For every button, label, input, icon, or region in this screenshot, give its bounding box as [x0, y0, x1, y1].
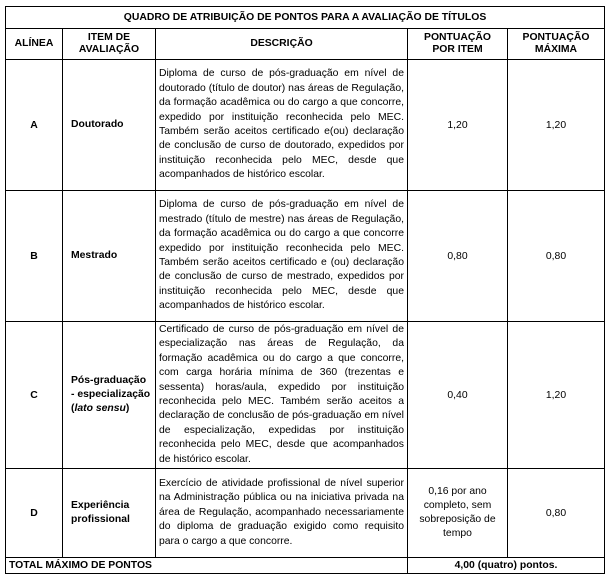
max-points-cell: 0,80	[508, 191, 605, 322]
titles-scoring-table	[5, 6, 605, 574]
header-pontuacao-item: PONTUAÇÃO POR ITEM	[408, 29, 508, 60]
total-value: 4,00 (quatro) pontos.	[408, 558, 605, 574]
description-cell: Certificado de curso de pós-graduação em nível de especialização nas áreas de Regulação, da formação acadêmica ou do cargo a que concorre, com carga horária mínima de 360 (trezentas e sessenta) horas/aula, expedido por instituição reconhecida pelo MEC. Também serão aceitos a declaração de conclusão de pós-graduação em nível de especialização, expedidas por instituição reconhecida pelo MEC, desde que acompanhados de histórico escolar.	[156, 322, 408, 469]
item-cell: Doutorado	[63, 60, 156, 191]
table-row	[6, 60, 605, 191]
table-row	[6, 469, 605, 558]
table-row	[6, 191, 605, 322]
item-cell: Mestrado	[63, 191, 156, 322]
points-per-item-cell: 0,40	[408, 322, 508, 469]
points-per-item-cell: 0,16 por ano completo, sem sobreposição de tempo	[408, 469, 508, 558]
table-title-row	[6, 7, 605, 29]
description-cell: Diploma de curso de pós-graduação em nível de doutorado (título de doutor) nas áreas de Regulação, da formação acadêmica ou do cargo a que concorre, expedido por instituição reconhecida pelo MEC. Também serão aceitos certificado e(ou) declaração de conclusão de curso de doutorado, expedidos por instituição reconhecida pelo MEC, desde que acompanhados de histórico escolar.	[156, 60, 408, 191]
header-pontuacao-maxima: PONTUAÇÃO MÁXIMA	[508, 29, 605, 60]
total-label: TOTAL MÁXIMO DE PONTOS	[6, 558, 408, 574]
max-points-cell: 1,20	[508, 60, 605, 191]
header-alinea: ALÍNEA	[6, 29, 63, 60]
header-descricao: DESCRIÇÃO	[156, 29, 408, 60]
alinea-cell: A	[6, 60, 63, 191]
item-cell: Pós-graduação - especialização (lato sensu)	[63, 322, 156, 469]
header-item: ITEM DE AVALIAÇÃO	[63, 29, 156, 60]
table-row	[6, 322, 605, 469]
alinea-cell: B	[6, 191, 63, 322]
table-title: QUADRO DE ATRIBUIÇÃO DE PONTOS PARA A AVALIAÇÃO DE TÍTULOS	[6, 7, 605, 29]
alinea-cell: D	[6, 469, 63, 558]
max-points-cell: 0,80	[508, 469, 605, 558]
description-cell: Diploma de curso de pós-graduação em nível de mestrado (título de mestre) nas áreas de Regulação, da formação acadêmica ou do cargo a que concorre expedido por instituição reconhecida pelo MEC. Também serão aceitos certificado e (ou) declaração de conclusão de curso de mestrado, expedidos por instituição reconhecida pelo MEC, desde que acompanhados de histórico escolar.	[156, 191, 408, 322]
points-per-item-cell: 0,80	[408, 191, 508, 322]
table-header-row	[6, 29, 605, 60]
points-per-item-cell: 1,20	[408, 60, 508, 191]
total-row	[6, 558, 605, 574]
alinea-cell: C	[6, 322, 63, 469]
description-cell: Exercício de atividade profissional de nível superior na Administração pública ou na iniciativa privada na área de Regulação, acompanhado necessariamente do diploma de graduação exigido como requisito para o cargo a que concorre.	[156, 469, 408, 558]
item-cell: Experiência profissional	[63, 469, 156, 558]
max-points-cell: 1,20	[508, 322, 605, 469]
